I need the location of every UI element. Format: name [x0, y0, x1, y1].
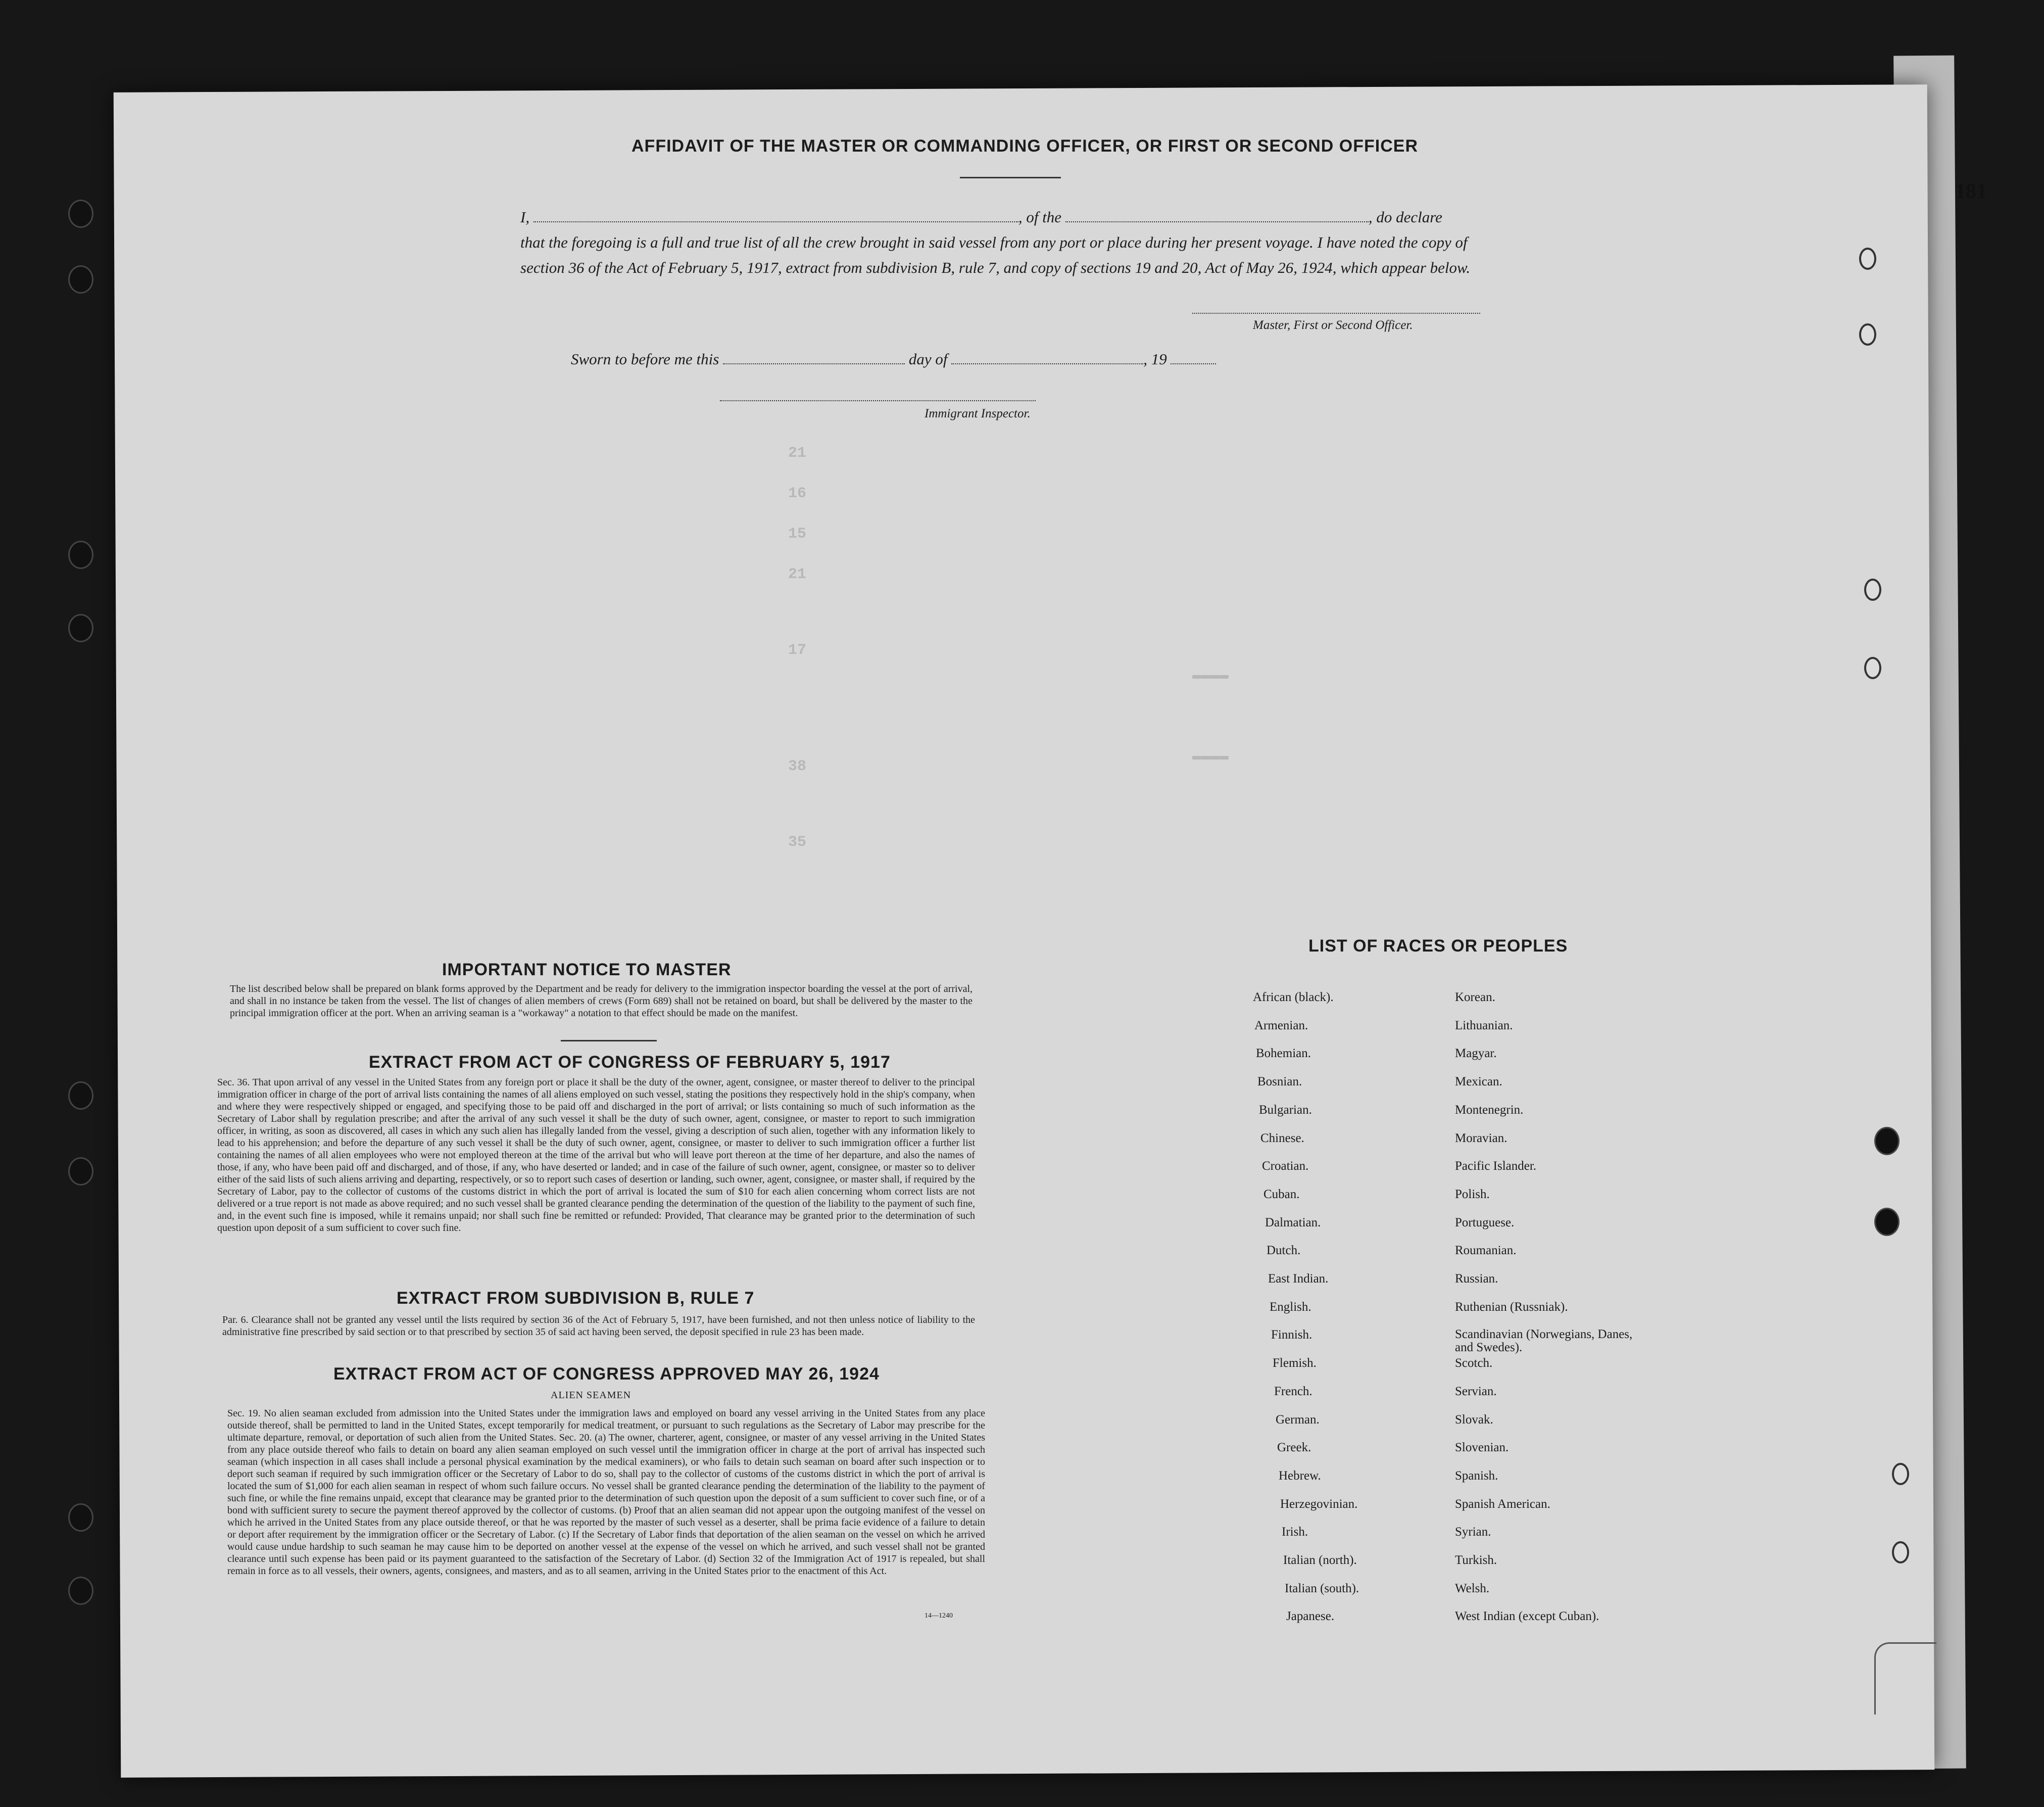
race-item: Armenian.	[1254, 1019, 1308, 1032]
race-item: Moravian.	[1455, 1131, 1507, 1145]
declaration-of-the: , of the	[1018, 208, 1062, 226]
binder-hole	[68, 541, 93, 569]
race-item: Herzegovinian.	[1280, 1497, 1358, 1511]
race-item: Syrian.	[1455, 1525, 1491, 1539]
races-title: LIST OF RACES OR PEOPLES	[1308, 936, 1568, 956]
race-item: Finnish.	[1271, 1328, 1312, 1342]
name-blank[interactable]	[533, 209, 1018, 222]
binder-hole	[68, 1503, 93, 1532]
bleed-through-mark: ▬▬▬▬	[1192, 748, 1229, 765]
race-item: Spanish.	[1455, 1469, 1498, 1483]
binder-hole	[68, 265, 93, 294]
declaration-do-declare: , do declare	[1368, 208, 1442, 226]
sworn-day-blank[interactable]	[723, 351, 905, 364]
signature-label: Master, First or Second Officer.	[1253, 318, 1413, 332]
race-item: Bosnian.	[1257, 1075, 1302, 1088]
binder-ring	[1859, 248, 1876, 270]
race-item: Italian (south).	[1285, 1582, 1359, 1595]
race-item: Ruthenian (Russniak).	[1455, 1300, 1568, 1314]
race-item: Welsh.	[1455, 1582, 1490, 1595]
binder-ring	[1892, 1541, 1909, 1563]
binder-hole	[68, 1157, 93, 1185]
notice-text: The list described below shall be prepared on blank forms approved by the Department and be ready for delivery to the immigration inspector boarding the vessel at the port of arrival, and shall in no instance be taken from the vessel. The list of changes of alien members of crews (Form 689) shall not be retained on board, but shall be delivered by the master to the principal immigration officer at the port. When an arriving seaman is a "workaway" a notation to that effect should be made on the manifest.	[230, 983, 972, 1019]
binder-hole	[68, 1081, 93, 1110]
race-item: Montenegrin.	[1455, 1103, 1524, 1117]
race-item: Magyar.	[1455, 1047, 1497, 1060]
extract-1924-title: EXTRACT FROM ACT OF CONGRESS APPROVED MAY 26, 1924	[333, 1364, 880, 1384]
vessel-blank[interactable]	[1065, 209, 1369, 222]
binder-ring	[1864, 579, 1881, 601]
sworn-year-blank[interactable]	[1171, 351, 1216, 364]
binder-hole	[68, 200, 93, 228]
race-item: Dutch.	[1267, 1244, 1301, 1257]
sworn-day-label: day of	[908, 350, 948, 368]
extract-1917-text: Sec. 36. That upon arrival of any vessel in the United States from any foreign port or place it shall be the duty of the owner, agent, consignee, or master thereof to deliver to the principal immigration officer in charge of the port of arrival lists containing the names of all aliens employed on such vessel, stating the positions they respectively hold in the ship's company, when and where they were respectively shipped or engaged, and specifying those to be paid off and discharged in the port of arrival; or lists containing so much of such information as the Secretary of Labor shall by regulation prescribe; and after the arrival of any such vessel it shall be the duty of such owner, agent, consignee, or master to report to such immigration officer, in writing, as soon as discovered, all cases in which any such alien has illegally landed from the vessel, giving a description of such alien, together with any information likely to lead to his apprehension; and before the departure of any such vessel it shall be the duty of such owner, agent, consignee, or master to deliver to such immigration officer a further list containing the names of all alien employees who were not employed thereon at the time of the arrival but who will leave port thereon at the time of her departure, and also the names of those, if any, who have been paid off and discharged, and of those, if any, who have deserted or landed; and in case of the failure of such owner, agent, consignee, or master so to deliver either of the said lists of such aliens arriving and departing, respectively, or so to report such cases of desertion or landing, such owner, agent, consignee, or master shall, if required by the Secretary of Labor, pay to the collector of customs of the customs district in which the port of arrival is located the sum of $10 for each alien concerning whom correct lists are not delivered or a true report is not made as above required; and no such vessel shall be granted clearance pending the determination of the question of the liability to the payment of such fine, and, in the event such fine is imposed, while it remains unpaid; nor shall such fine be remitted or refunded: Provided, That clearance may be granted prior to the determination of such question upon deposit of a sum sufficient to cover such fine.	[217, 1077, 975, 1233]
race-item: Roumanian.	[1455, 1244, 1517, 1257]
sworn-year-label: , 19	[1143, 350, 1167, 368]
race-item: Slovak.	[1455, 1413, 1493, 1426]
race-item: West Indian (except Cuban).	[1455, 1609, 1599, 1623]
sworn-month-blank[interactable]	[951, 351, 1143, 364]
race-item: Korean.	[1455, 990, 1495, 1004]
binder-hole	[1874, 1127, 1900, 1155]
race-item: African (black).	[1253, 990, 1334, 1004]
extract-1924-text: Sec. 19. No alien seaman excluded from admission into the United States under the immigration laws and employed on board any vessel arriving in the United States from any place outside thereof, shall be permitted to land in the United States, except temporarily for medical treatment, or pursuant to such regulations as the Secretary of Labor may prescribe for the ultimate departure, removal, or deportation of such alien from the United States. Sec. 20. (a) The owner, charterer, agent, consignee, or master of any vessel arriving in the United States from any place outside thereof who fails to detain on board any alien seaman employed on such vessel until the immigration officer in charge at the port of arrival has inspected such seaman (which inspection in all cases shall include a personal physical examination by the medical examiners), or who fails to detain such seaman on board after such inspection or to deport such seaman if required by such immigration officer or the Secretary of Labor to do so, shall pay to the collector of customs of the customs district in which the port of arrival is located the sum of $1,000 for each alien seaman in respect of whom such failure occurs. No vessel shall be granted clearance pending the determination of the liability to the payment of such fine, or while the fine remains unpaid, except that clearance may be granted prior to the determination of such question upon the deposit of a sum sufficient to cover such fine, or of a bond with sufficient surety to secure the payment thereof approved by the collector of customs. (b) Proof that an alien seaman did not appear upon the outgoing manifest of the vessel on which he arrived in the United States from any place outside thereof, or that he was reported by the master of such vessel as a deserter, shall be prima facie evidence of a failure to detain or deport after requirement by the immigration officer or the Secretary of Labor. (c) If the Secretary of Labor finds that deportation of the alien seaman on the vessel on which he arrived would cause undue hardship to such seaman he may cause him to be deported on another vessel at the expense of the vessel on which he arrived, and such vessel shall not be granted clearance until such expense has been paid or its payment guaranteed to the satisfaction of the Secretary of Labor. (d) Section 32 of the Immigration Act of 1917 is repealed, but shall remain in force as to all vessels, their owners, agents, consignees, and masters, and as to all seamen, arriving in the United States prior to the enactment of this Act.	[227, 1408, 985, 1577]
binder-ring	[1859, 323, 1876, 346]
page-corner-fold	[1874, 1642, 1936, 1715]
declaration-text	[520, 205, 1516, 280]
affidavit-title: AFFIDAVIT OF THE MASTER OR COMMANDING OFFICER, OR FIRST OR SECOND OFFICER	[631, 136, 1418, 156]
bleed-through-mark: 21	[788, 566, 807, 583]
binder-hole	[1874, 1208, 1900, 1236]
race-item: Bulgarian.	[1259, 1103, 1312, 1117]
signature-line[interactable]	[1192, 312, 1480, 314]
title-divider	[960, 177, 1061, 178]
notice-title: IMPORTANT NOTICE TO MASTER	[442, 960, 732, 979]
extract-1917-title: EXTRACT FROM ACT OF CONGRESS OF FEBRUARY 5, 1917	[369, 1053, 891, 1072]
race-item: East Indian.	[1268, 1272, 1329, 1286]
race-item: Japanese.	[1286, 1609, 1335, 1623]
binder-ring	[1864, 657, 1881, 679]
race-item: Hebrew.	[1279, 1469, 1321, 1483]
extract-rule7-text: Par. 6. Clearance shall not be granted any vessel until the lists required by section 36 of the Act of February 5, 1917, have been furnished, and not then unless notice of liability to the administrative fine prescribed by said section or to that prescribed by section 35 of said act having been served, the deposit specified in rule 23 has been made.	[222, 1314, 975, 1338]
race-item: Cuban.	[1263, 1187, 1300, 1201]
race-item: Mexican.	[1455, 1075, 1502, 1088]
race-item: Dalmatian.	[1265, 1216, 1321, 1229]
race-item: Scotch.	[1455, 1356, 1493, 1370]
race-item: Portuguese.	[1455, 1216, 1515, 1229]
bleed-through-mark: 17	[788, 642, 807, 659]
bleed-through-mark: 16	[788, 485, 807, 502]
bleed-through-mark: 21	[788, 445, 807, 462]
race-item: Slovenian.	[1455, 1441, 1509, 1454]
race-item: Spanish American.	[1455, 1497, 1550, 1511]
race-item: Croatian.	[1262, 1159, 1309, 1173]
race-item: Italian (north).	[1283, 1553, 1357, 1567]
race-item: German.	[1276, 1413, 1320, 1426]
form-code: 14—1240	[924, 1612, 953, 1620]
extract-rule7-title: EXTRACT FROM SUBDIVISION B, RULE 7	[397, 1289, 755, 1308]
race-item: Scandinavian (Norwegians, Danes, and Swedes).	[1455, 1327, 1633, 1354]
race-item: Bohemian.	[1256, 1047, 1311, 1060]
race-item: Greek.	[1277, 1441, 1311, 1454]
binder-hole	[68, 1577, 93, 1605]
race-item: Flemish.	[1273, 1356, 1317, 1370]
bleed-through-mark: 15	[788, 526, 807, 543]
bleed-through-mark: 35	[788, 834, 807, 851]
race-item: Servian.	[1455, 1385, 1497, 1398]
declaration-i: I,	[520, 208, 530, 226]
binder-ring	[1892, 1463, 1909, 1485]
race-item: English.	[1270, 1300, 1311, 1314]
sworn-line	[571, 350, 1216, 368]
bleed-through-mark: ▬▬▬▬	[1192, 667, 1229, 684]
race-item: Chinese.	[1260, 1131, 1304, 1145]
declaration-body: that the foregoing is a full and true list of all the crew brought in said vessel from any port or place during her present voyage. I have noted the copy of section 36 of the Act of February 5, 1917, extract from subdivision B, rule 7, and copy of sections 19 and 20, Act of May 26, 1924, which appear below.	[520, 233, 1471, 276]
alien-seamen-subtitle: ALIEN SEAMEN	[551, 1390, 631, 1401]
sworn-prefix: Sworn to before me this	[571, 350, 719, 368]
inspector-line[interactable]	[720, 399, 1036, 401]
notice-divider	[561, 1040, 657, 1041]
binder-hole	[68, 614, 93, 642]
inspector-label: Immigrant Inspector.	[924, 407, 1031, 420]
race-item: Irish.	[1282, 1525, 1308, 1539]
bleed-through-mark: 38	[788, 758, 807, 775]
race-item: Turkish.	[1455, 1553, 1497, 1567]
race-item: Polish.	[1455, 1187, 1490, 1201]
page-number: 181	[1955, 180, 1987, 203]
race-item: French.	[1274, 1385, 1312, 1398]
race-item: Lithuanian.	[1455, 1019, 1513, 1032]
race-item: Pacific Islander.	[1455, 1159, 1537, 1173]
race-item: Russian.	[1455, 1272, 1498, 1286]
